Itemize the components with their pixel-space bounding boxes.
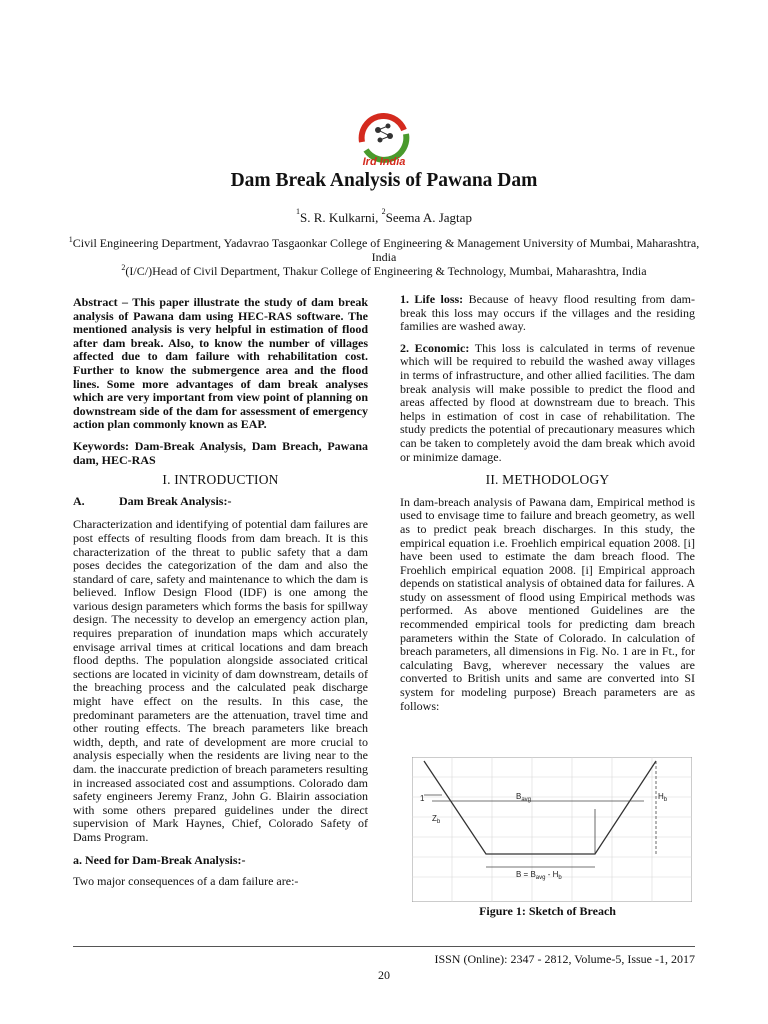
aff2-text: (I/C/)Head of Civil Department, Thakur College of Engineering & Technology, Mumbai, Maharashtra, India: [125, 264, 647, 278]
paper-title: Dam Break Analysis of Pawana Dam: [230, 170, 538, 191]
two-major-text: Two major consequences of a dam failure are:-: [73, 874, 299, 889]
fig-label-one: 1: [420, 794, 425, 803]
economic-heading: 2. Economic:: [400, 340, 470, 355]
right-column: [400, 293, 695, 713]
logo-text: Ird India: [362, 156, 406, 168]
page-number: 20: [378, 968, 390, 982]
section-methodology-heading: II. METHODOLOGY: [485, 472, 610, 488]
subsection-need-heading: a. Need for Dam-Break Analysis:-: [73, 852, 246, 867]
life-loss-text: Because of heavy flood resulting from dam-break this loss may occurs if the villages and the residing families are washed away.: [400, 292, 695, 334]
fig-label-zb: $Z_b$: [432, 814, 441, 825]
subsection-a-title: Dam Break Analysis:-: [119, 493, 232, 508]
affiliation-1: [60, 236, 708, 264]
fig-label-b-equation: $B = B_{avg} - H_b$: [516, 870, 562, 881]
subsection-a-heading: [73, 495, 368, 509]
breach-sketch-figure: [412, 757, 692, 902]
author1-name: S. R. Kulkarni,: [300, 210, 382, 225]
methodology-paragraph: In dam-breach analysis of Pawana dam, Empirical method is used to envisage time to failure and breach geometry, as well as to predict peak breach discharges. In this study, the empirical equation i.e. Froehlich empirical equation 2008. [i] have been used to estimate the dam breach flood. The Froehlich empirical equation 2008. [i] Empirical approach depends on statistical analysis of obtained data for failures. A study on assessment of flood using Empirical methods was performed. As above mentioned Guidelines are the recommended empirical tools for predicting dam breach parameters within the State of Colorado. In calculation of breach parameters, all dimensions in Fig. No. 1 are in Ft., for calculating Bavg, wherever necessary the values are converted to British units and same are converted into SI system for modeling purpose) Breach parameters are as follows:: [400, 494, 695, 713]
aff2-mark: 2: [121, 263, 126, 272]
left-column: [73, 296, 368, 889]
fig-label-hb: $H_b$: [658, 792, 668, 803]
author2-mark: 2: [381, 207, 386, 216]
subsection-a-number: A.: [73, 493, 85, 508]
footer-issn: ISSN (Online): 2347 - 2812, Volume-5, Issue -1, 2017: [434, 952, 695, 966]
ird-india-logo-icon: [352, 108, 416, 168]
fig-label-bavg: $B_{avg}$: [516, 792, 532, 803]
intro-paragraph: Characterization and identifying of potential dam failures are post effects of resulting floods from dam breach. It is this characterization of the threat to public safety that a dam poses decides the categorization of the dam and also the standard of care, safety and maintenance to which the dam is believed. Inflow Design Flood (IDF) is one among the various design parameters which forms the basis for spillway design. The necessity to develop an emergency action plan, requires preparation of inundation maps which accurately envisage arrival times at critical locations and dam breach flood depths. The population alongside associated critical sections are located in vicinity of dam downstream, details of the breaching process and the calculated peak discharge might have effect on the results. In this case, the predominant parameters are the attenuation, travel time and other routing effects. The breach parameters like breach width, depth, and rate of development are more crucial to analysis especially when the residents are living near to the dam. the inaccurate prediction of breach parameters resulting in increased associated cost and assumptions. Colorado dam safety engineers Jeremy Franz, John G. Blairin association with some others prepared guidelines under the direct supervision of Mark Haynes, Chief, Colorado Safety of Dams Program.: [73, 517, 368, 844]
life-loss-heading: 1. Life loss:: [400, 292, 464, 306]
affiliation-2: [60, 264, 708, 278]
keywords: Keywords: Dam-Break Analysis, Dam Breach, Pawana dam, HEC-RAS: [73, 438, 368, 467]
aff1-text: Civil Engineering Department, Yadavrao Tasgaonkar College of Engineering & Management University of Mumbai, Maharashtra, India: [72, 236, 700, 264]
figure-caption: Figure 1: Sketch of Breach: [479, 904, 616, 918]
abstract: Abstract – This paper illustrate the study of dam break analysis of Pawana dam using HEC-RAS software. The mentioned analysis is very helpful in estimation of flood after dam break. Also, to know the number of villages affected due to dam failure with rehabilitation cost. Further to know the submergence area and the flood lines. Some more advantages of dam break analyses which are very important from view point of planning on downstream side of the dam for assessment of emergency action plan commonly known as EAP.: [73, 295, 368, 432]
authors: [0, 207, 768, 226]
life-loss-paragraph: [400, 293, 695, 334]
author2-name: Seema A. Jagtap: [385, 210, 472, 225]
author1-mark: 1: [296, 207, 301, 216]
section-introduction-heading: I. INTRODUCTION: [162, 472, 279, 488]
footer-rule: [73, 946, 695, 947]
aff1-mark: 1: [68, 235, 73, 244]
economic-paragraph: [400, 342, 695, 464]
economic-text: This loss is calculated in terms of revenue which will be required to rebuild the washed away villages in terms of infrastructure, and other allied facilities. The dam break analysis will make possible to predict the flood and areas affected by flood at downstream due to breach. This helps in estimation of cost in case of rehabilitation. The study predicts the potential of precautionary measures which can be taken to completely avoid the dam break which avoid or minimize damage.: [400, 340, 695, 464]
